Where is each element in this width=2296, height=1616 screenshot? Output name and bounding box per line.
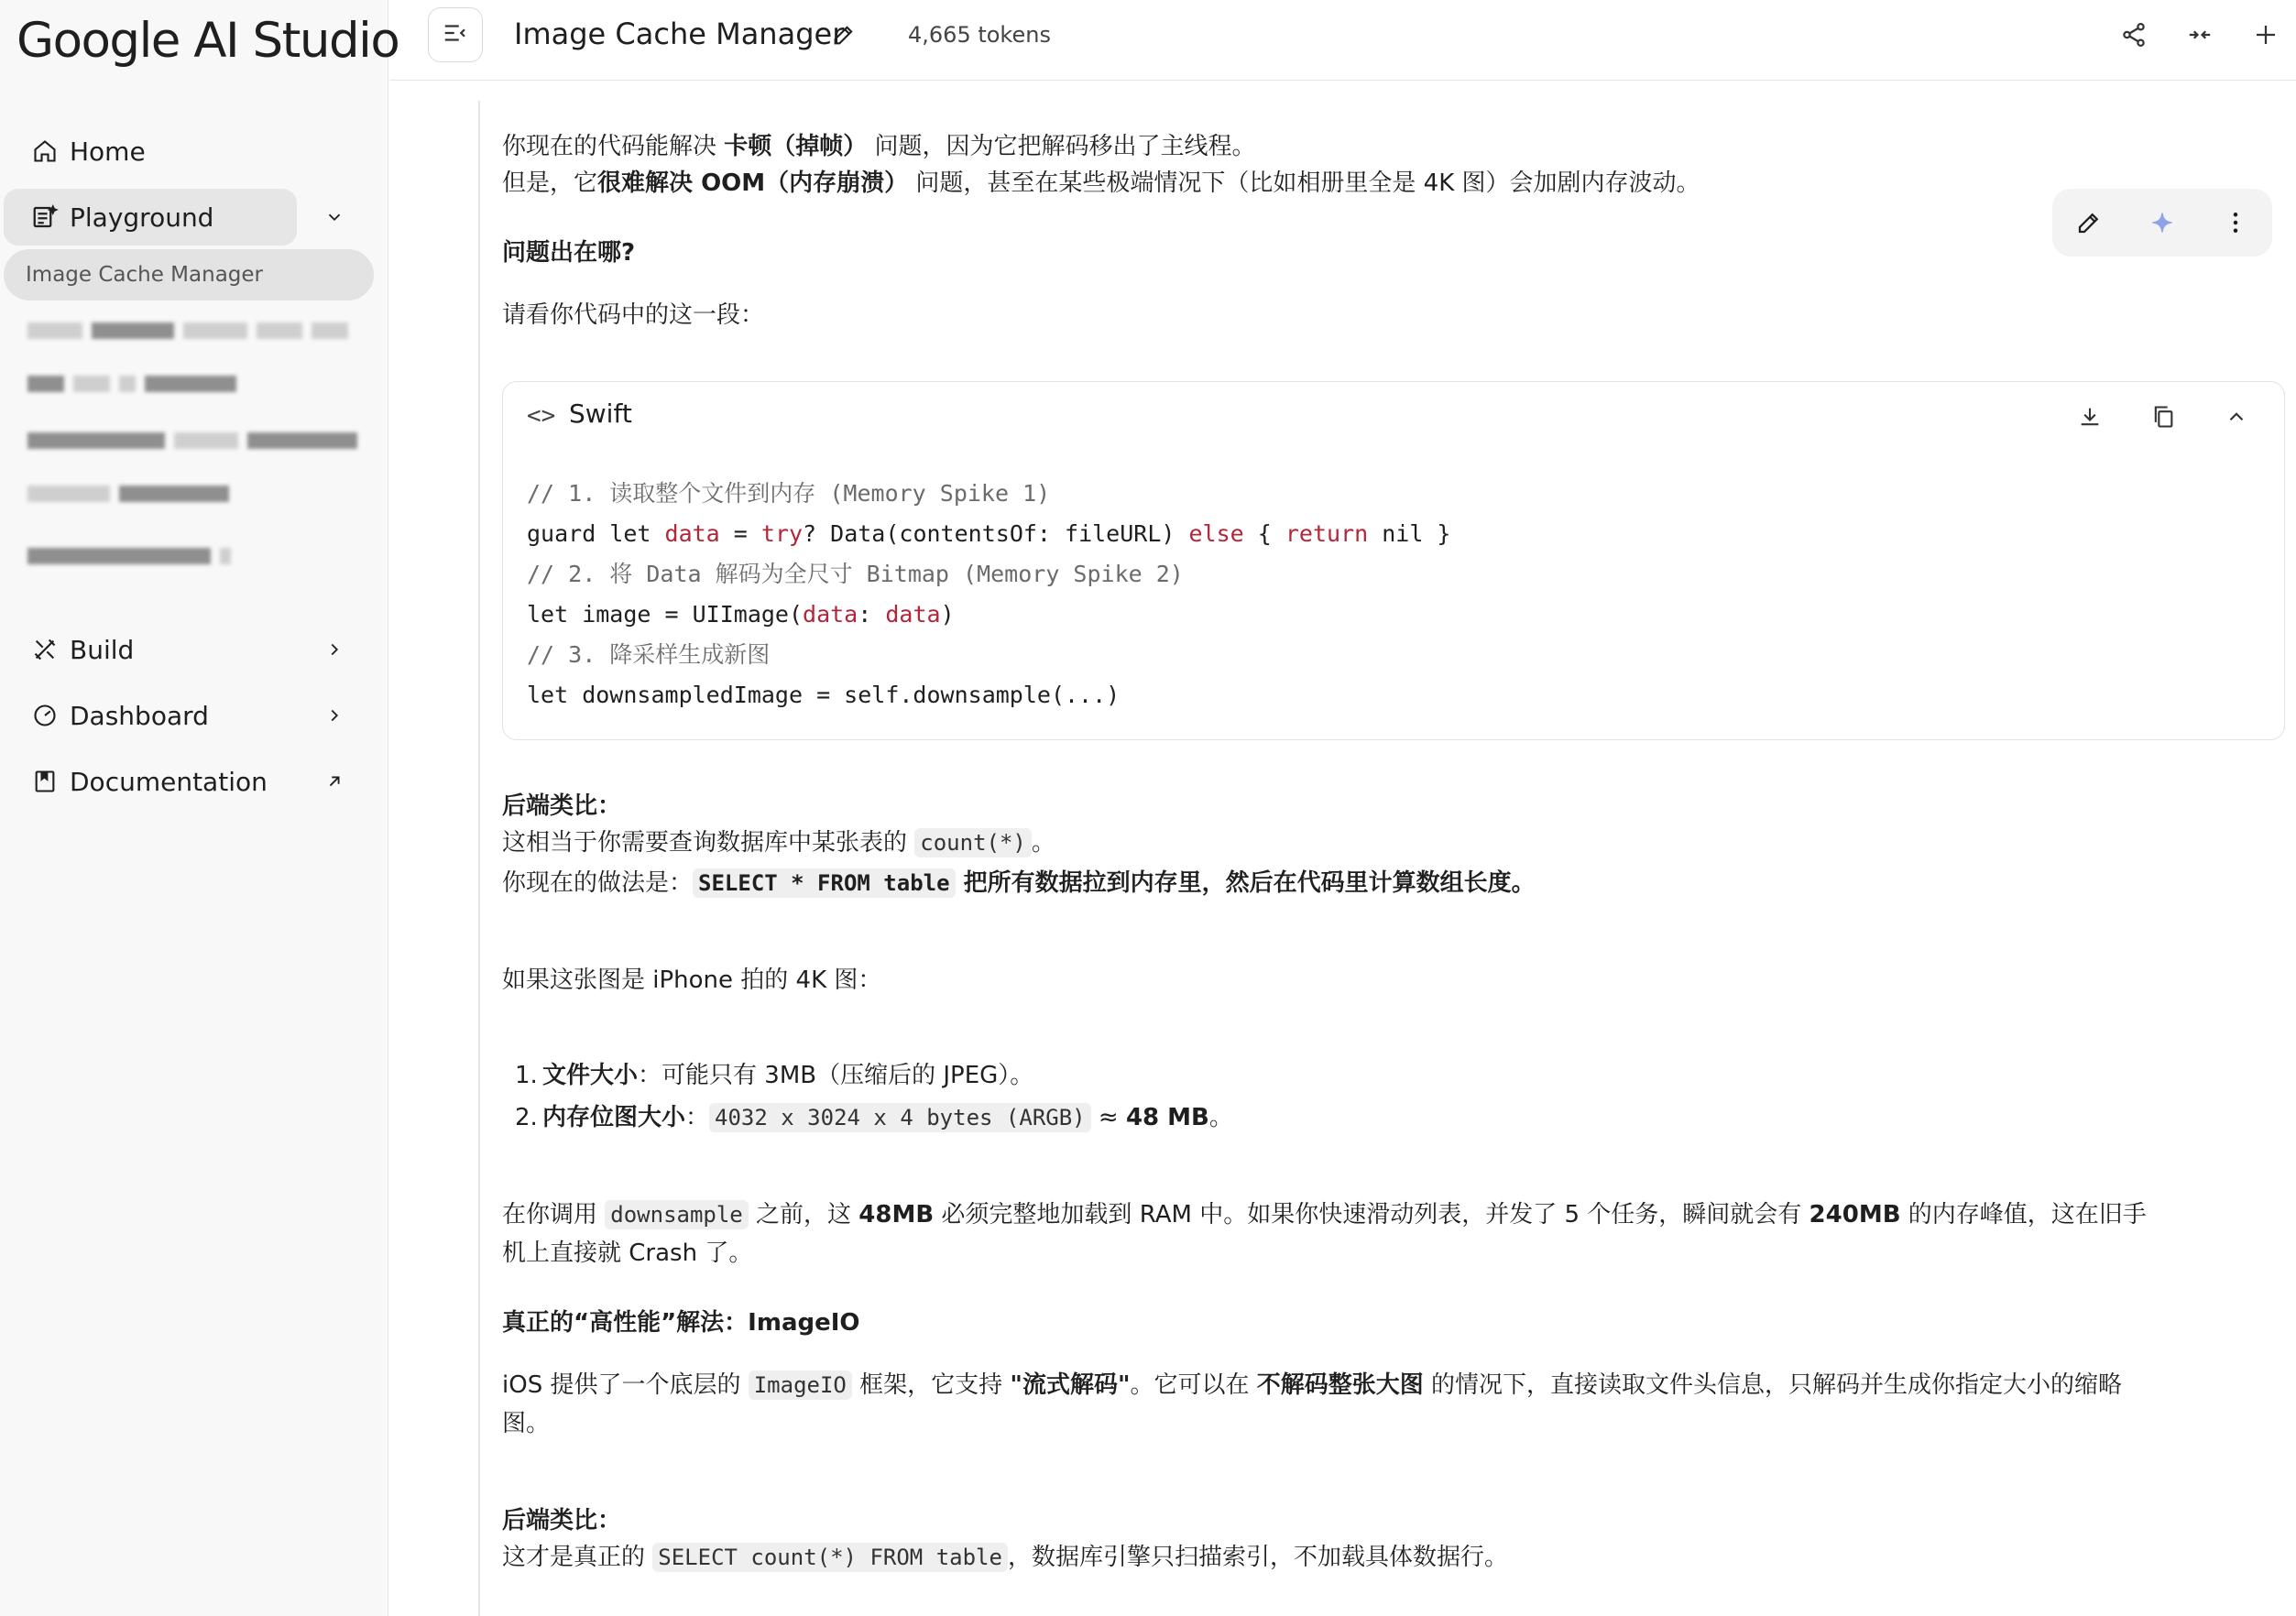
message-paragraph: 图。 [502,1410,551,1437]
nav-home-label: Home [70,136,146,167]
inline-code: downsample [605,1200,749,1229]
code-token: : [858,601,886,628]
section-heading [502,788,621,824]
history-item-redacted[interactable] [27,321,357,341]
inline-code: ImageIO [749,1370,852,1400]
download-icon [2077,404,2103,430]
chevron-down-icon[interactable] [319,202,350,233]
code-icon: <> [527,402,556,430]
message-divider [478,101,480,1616]
download-code-button[interactable] [2072,399,2108,435]
chevron-right-icon[interactable] [319,634,350,665]
code-comment: // 2. 将 Data 解码为全尺寸 Bitmap (Memory Spike 2) [527,561,1184,587]
code-token: return [1285,520,1369,547]
text: ：可能只有 3MB（压缩后的 JPEG）。 [638,1062,1034,1089]
code-token: data [885,601,941,628]
list-number: 2. [515,1104,538,1131]
playground-icon [29,202,60,233]
text-bold: 48 MB [1125,1104,1209,1131]
more-options-button[interactable] [2215,202,2256,243]
nav-build-label: Build [70,634,135,665]
home-icon [29,136,60,167]
nav-documentation[interactable] [4,753,374,810]
text: 框架，它支持 [851,1371,1011,1399]
code-token: let image = UIImage( [527,601,804,628]
build-icon [29,634,60,665]
history-item-active[interactable]: Image Cache Manager [4,249,374,300]
heading-text: 后端类比： [502,1507,622,1534]
message-paragraph [502,128,1256,165]
edit-message-button[interactable] [2069,202,2109,243]
nav-build[interactable] [4,621,374,678]
edit-title-button[interactable] [825,18,862,55]
inline-code: SELECT * FROM table [693,868,956,898]
nav-dashboard-label: Dashboard [70,700,209,731]
section-heading [502,235,635,271]
text: 必须完整地加载到 RAM 中。如果你快速滑动列表，并发了 5 个任务，瞬间就会有 [934,1201,1809,1228]
text-bold: 不解码整张大图 [1256,1371,1424,1399]
token-count: 4,665 tokens [908,22,1051,48]
code-token: { [1243,520,1285,547]
copy-icon [2150,404,2176,430]
message-paragraph [502,165,1700,202]
section-heading [502,1305,860,1341]
code-token: let downsampledImage = self.downsample(...) [527,682,1121,708]
text: 问题，因为它把解码移出了主线程。 [867,133,1256,160]
brand-logo[interactable]: Google AI Studio [16,13,399,69]
code-block [502,381,2285,740]
pencil-icon [831,22,857,51]
sparkle-icon [2148,208,2177,237]
toggle-sidebar-button[interactable] [428,7,483,62]
pencil-icon [2075,209,2103,236]
nav-playground[interactable] [4,189,374,246]
text: ≈ [1090,1104,1126,1131]
code-token: else [1188,520,1244,547]
message-paragraph: 如果这张图是 iPhone 拍的 4K 图： [502,966,882,994]
prompt-title: Image Cache Manager [514,16,845,51]
code-comment: // 3. 降采样生成新图 [527,641,771,668]
list-item [515,1099,1233,1136]
collapse-code-button[interactable] [2218,399,2255,435]
more-vert-icon [2222,209,2249,236]
code-token: guard let [527,520,665,547]
code-comment: // 1. 读取整个文件到内存 (Memory Spike 1) [527,480,1051,507]
compare-button[interactable] [2181,18,2218,55]
text: 问题，甚至在某些极端情况下（比如相册里全是 4K 图）会加剧内存波动。 [908,169,1700,197]
compare-arrows-icon [2186,21,2214,52]
message-paragraph [502,865,1536,901]
text: 这相当于你需要查询数据库中某张表的 [502,829,915,857]
text-bold: 把所有数据拉到内存里，然后在代码里计算数组长度。 [955,869,1536,897]
text: 在你调用 [502,1201,606,1228]
history-item-redacted[interactable] [27,484,238,504]
text: 。 [1208,1104,1233,1131]
list-item [515,1057,1033,1094]
code-token: nil } [1368,520,1451,547]
external-link-icon[interactable] [319,766,350,797]
heading-text: 问题出在哪? [502,239,636,267]
inline-code: SELECT count(*) FROM table [652,1543,1008,1572]
code-token: ) [940,601,955,628]
message-paragraph [502,1539,1508,1576]
code-token: = [719,520,761,547]
message-paragraph: 机上直接就 Crash 了。 [502,1239,753,1267]
code-token: data [803,601,858,628]
text: 。 [1031,829,1055,857]
sidebar [0,0,399,1616]
message-paragraph [502,824,1055,861]
text-bold: 48MB [858,1201,935,1228]
history-item-redacted[interactable] [27,374,246,394]
inline-code: 4032 x 3024 x 4 bytes (ARGB) [709,1103,1091,1132]
text-bold: 240MB [1809,1201,1901,1228]
list-number: 1. [515,1062,538,1089]
nav-playground-label: Playground [70,202,214,233]
message-paragraph: 请看你代码中的这一段： [502,301,765,329]
message-paragraph [502,1367,2122,1403]
rerun-button[interactable] [2142,202,2182,243]
code-token: data [664,520,720,547]
text-bold: 很难解决 OOM（内存崩溃） [597,169,909,197]
code-token: try [760,520,804,547]
book-icon [29,766,60,797]
text: 之前，这 [748,1201,859,1228]
top-bar [389,0,2296,81]
text: 的情况下，直接读取文件头信息，只解码并生成你指定大小的缩略 [1423,1371,2123,1399]
message-actions [2052,189,2272,257]
message-paragraph [502,1196,2147,1233]
text: 这才是真正的 [502,1544,653,1571]
share-icon [2120,21,2148,52]
chevron-right-icon[interactable] [319,700,350,731]
history-item-redacted[interactable] [27,431,366,451]
share-button[interactable] [2116,18,2152,55]
text: 你现在的做法是： [502,869,694,897]
chevron-up-icon [2225,405,2248,429]
text: iOS 提供了一个底层的 [502,1371,749,1399]
copy-code-button[interactable] [2145,399,2181,435]
new-chat-button[interactable] [2247,18,2284,55]
text-bold: 卡顿（掉帧） [724,133,868,160]
nav-home[interactable] [4,123,374,180]
code-language: Swift [569,399,632,429]
plus-icon [2252,21,2280,52]
text: 但是，它 [502,169,598,197]
collapse-sidebar-icon [442,19,469,50]
code-token: ? Data(contentsOf: fileURL) [803,520,1189,547]
text-bold: "流式解码" [1010,1371,1131,1399]
section-heading [502,1502,621,1539]
text-bold: 文件大小 [542,1062,639,1089]
history-item-redacted[interactable] [27,546,240,566]
text: 。它可以在 [1130,1371,1257,1399]
text-bold: 内存位图大小 [542,1104,686,1131]
text: 你现在的代码能解决 [502,133,725,160]
text: ，数据库引擎只扫描索引，不加载具体数据行。 [1007,1544,1508,1571]
code-content [527,474,1450,715]
text: ： [685,1104,710,1131]
text: 的内存峰值，这在旧手 [1900,1201,2147,1228]
nav-documentation-label: Documentation [70,766,268,797]
heading-text: 后端类比： [502,792,622,820]
heading-text: 真正的“高性能”解法：ImageIO [502,1309,860,1337]
inline-code: count(*) [914,828,1032,857]
nav-dashboard[interactable] [4,687,374,744]
dashboard-icon [29,700,60,731]
